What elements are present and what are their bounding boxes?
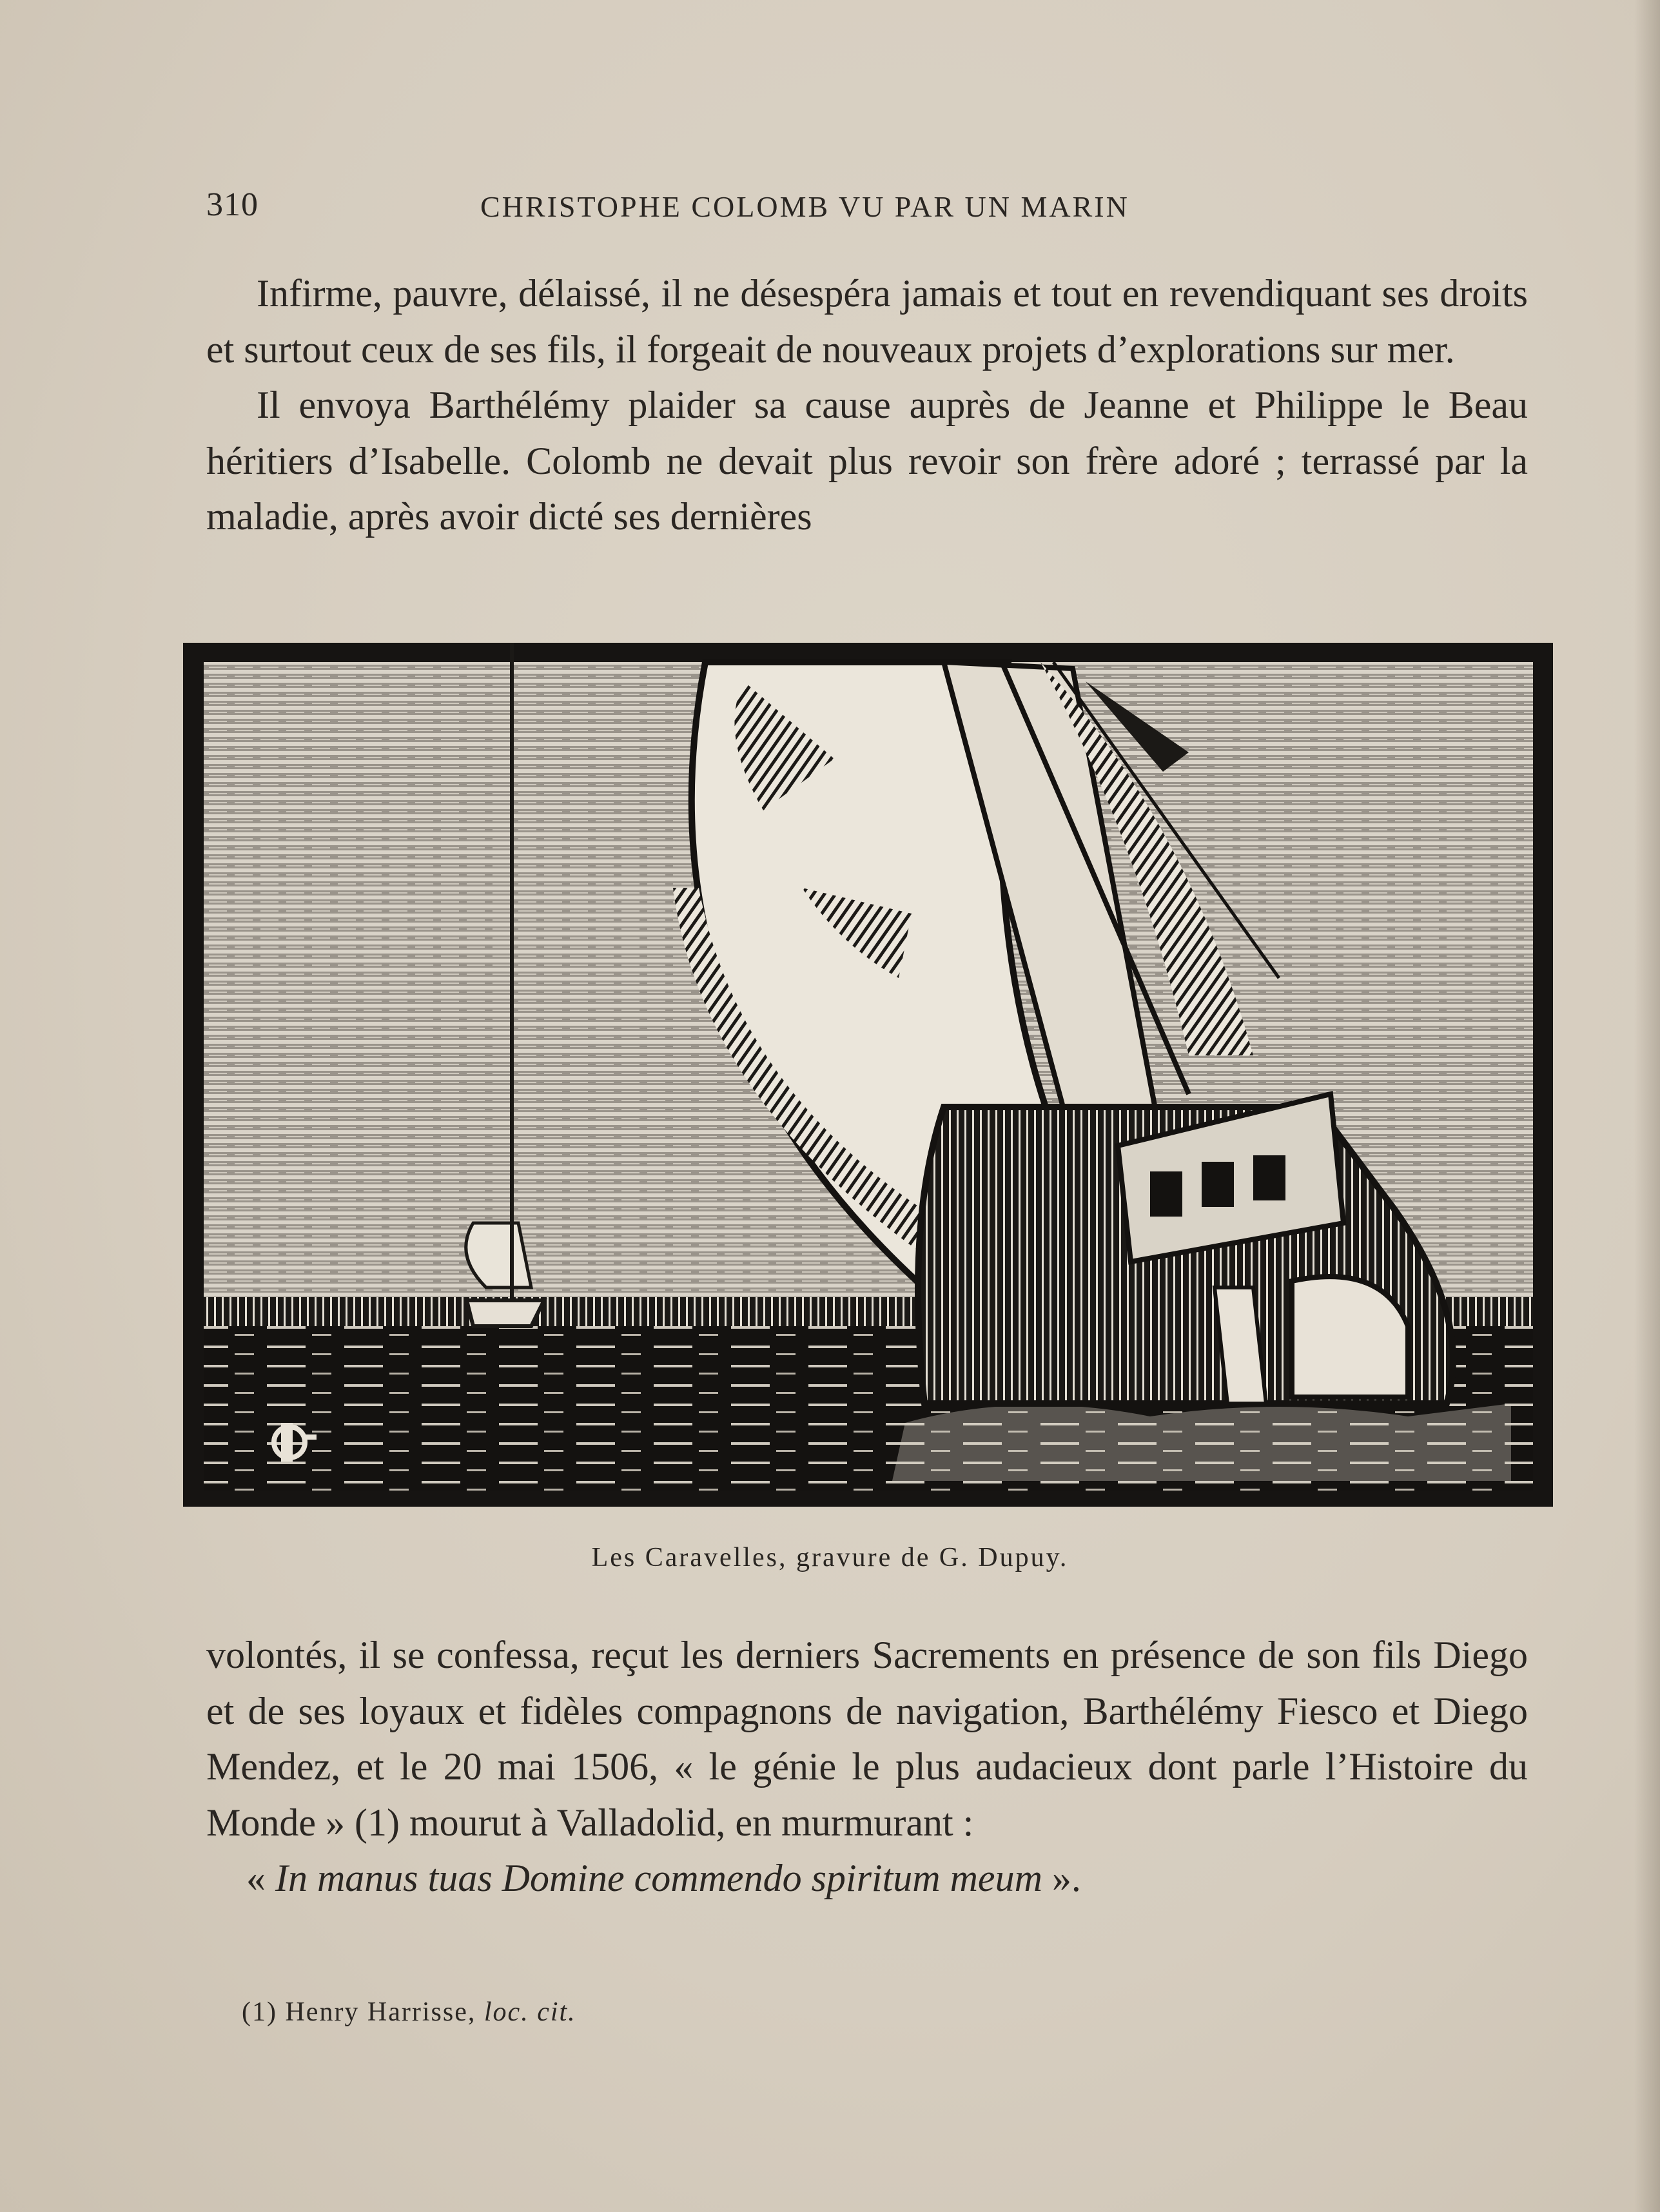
quote-open: «: [246, 1857, 275, 1899]
woodcut-caravels-image: [183, 643, 1553, 1507]
latin-quote: [206, 1850, 1528, 1906]
woodcut-illustration: [183, 643, 1553, 1507]
footnote-text: (1) Henry Harrisse,: [242, 1997, 484, 2027]
paragraph: Il envoya Barthélémy plaider sa cause auprès de Jeanne et Philippe le Beau héritiers d’Isabelle. Colomb ne devait plus revoir son frère adoré ; terrassé par la maladie, après avoir dicté ses dernières: [206, 384, 1528, 538]
footnote-citation: loc. cit.: [483, 1997, 576, 2027]
paragraph: Infirme, pauvre, délaissé, il ne désespéra jamais et tout en revendiquant ses droits et surtout ceux de ses fils, il forgeait de nouveaux projets d’explorations sur mer.: [206, 272, 1528, 371]
paragraph: volontés, il se confessa, reçut les derniers Sacrements en présence de son fils Diego et de ses loyaux et fidèles compagnons de navigation, Barthélémy Fiesco et Diego Mendez, et le 20 mai 1506, « le génie le plus audacieux dont parle l’Histoire du Monde » (1) mourut à Valladolid, en murmurant :: [206, 1634, 1528, 1844]
figure-caption: Les Caravelles, gravure de G. Dupuy.: [591, 1543, 1069, 1572]
body-text-top: [206, 266, 1528, 545]
page-edge-shadow: [1634, 0, 1660, 2212]
footnote: [242, 1997, 576, 2028]
page-number: 310: [206, 186, 259, 223]
running-title: CHRISTOPHE COLOMB VU PAR UN MARIN: [480, 190, 1129, 223]
quote-text: In manus tuas Domine commendo spiritum meum: [275, 1857, 1042, 1899]
body-text-bottom: [206, 1627, 1528, 1906]
quote-close: ».: [1042, 1857, 1081, 1899]
page-header: [206, 186, 1276, 231]
